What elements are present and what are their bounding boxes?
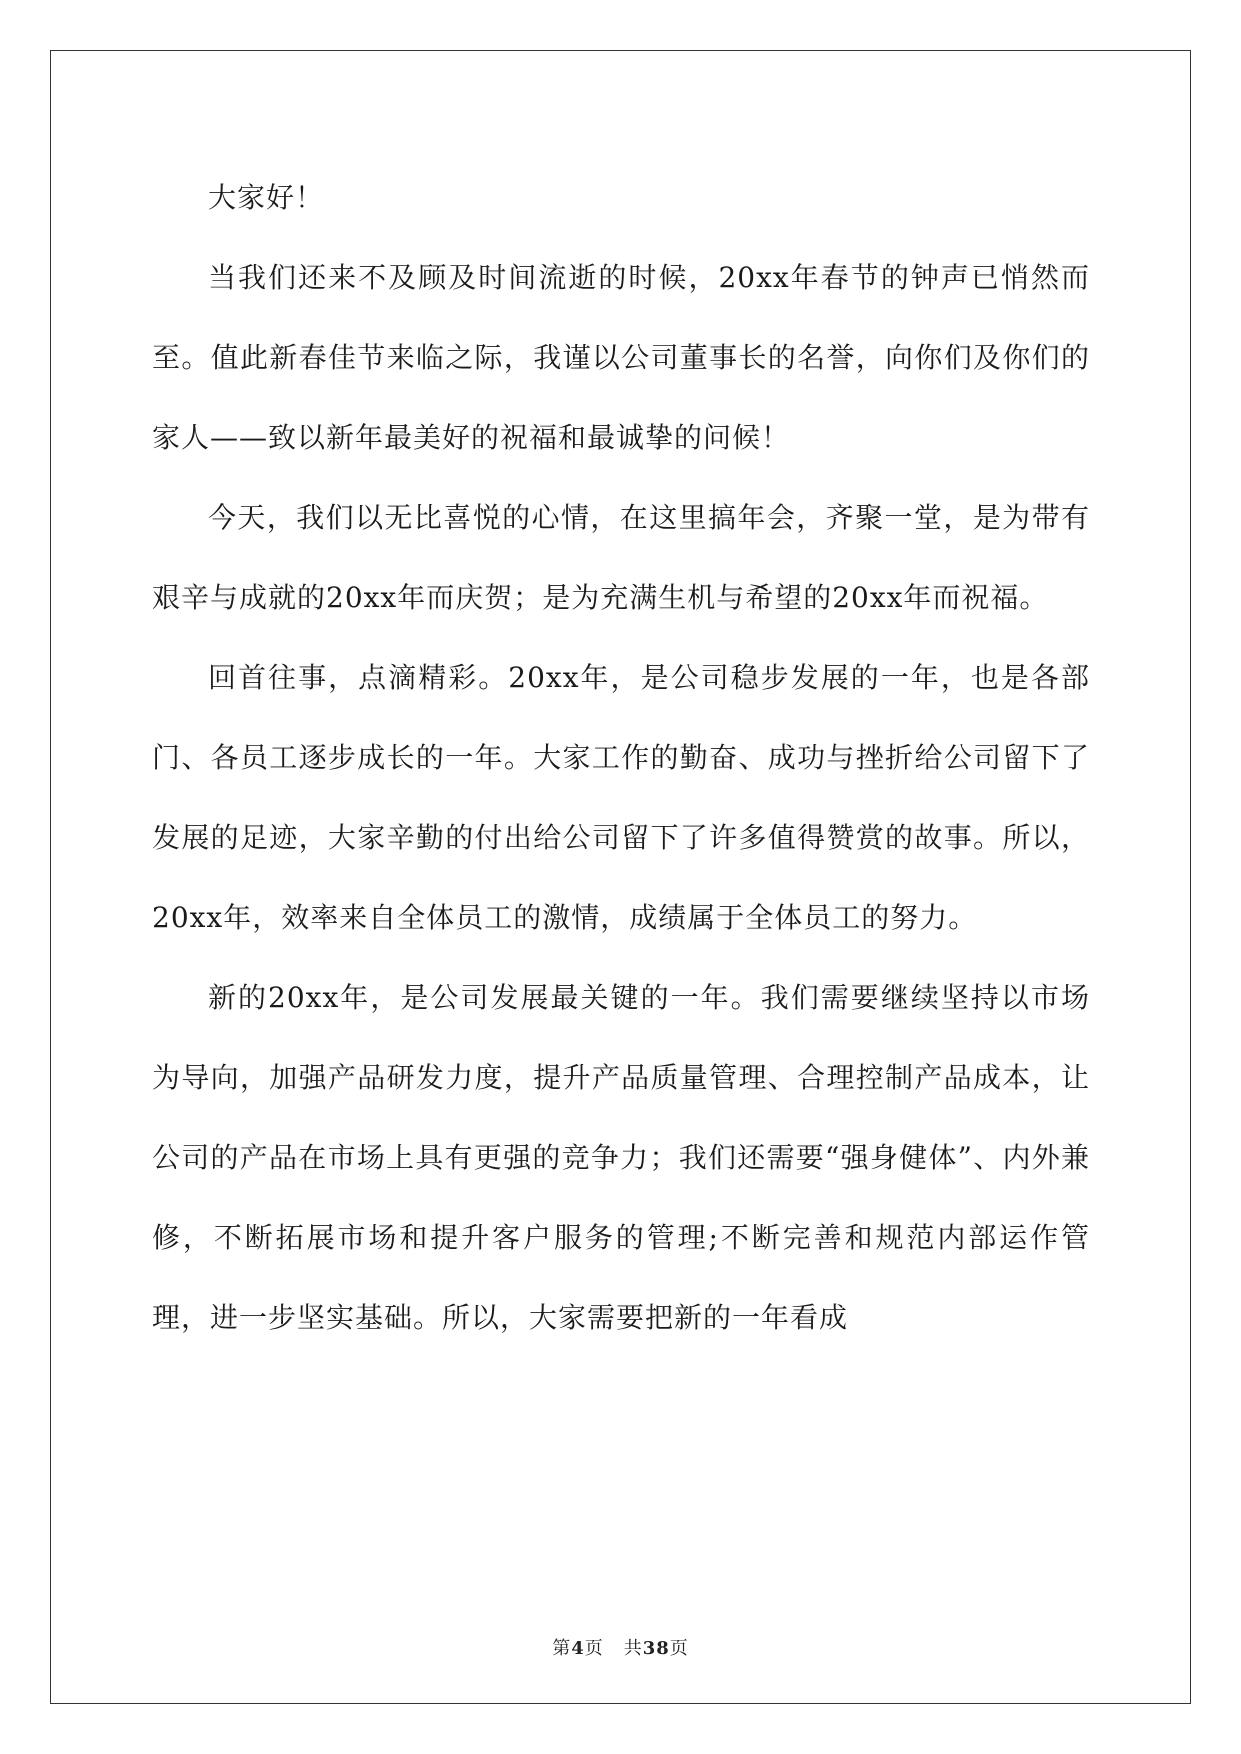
total-pages: 38	[642, 1638, 670, 1659]
page-suffix: 页	[584, 1638, 604, 1659]
paragraph-1: 当我们还来不及顾及时间流逝的时候，20xx年春节的钟声已悄然而至。值此新春佳节来临之际，我谨以公司董事长的名誉，向你们及你们的家人——致以新年最美好的祝福和最诚挚的问候！	[152, 261, 1090, 454]
paragraph-2: 今天，我们以无比喜悦的心情，在这里搞年会，齐聚一堂，是为带有艰辛与成就的20xx年而庆贺；是为充满生机与希望的20xx年而祝福。	[152, 501, 1090, 614]
page-number	[552, 1638, 604, 1659]
current-page: 4	[571, 1638, 585, 1659]
page-total	[624, 1638, 689, 1659]
document-body	[152, 158, 1090, 1358]
greeting: 大家好！	[208, 181, 325, 214]
page-footer	[0, 1634, 1241, 1660]
total-prefix: 共	[623, 1638, 643, 1659]
paragraph-3: 回首往事，点滴精彩。20xx年，是公司稳步发展的一年，也是各部门、各员工逐步成长的一年。大家工作的勤奋、成功与挫折给公司留下了发展的足迹，大家辛勤的付出给公司留下了许多值得赞赏的故事。所以，20xx年，效率来自全体员工的激情，成绩属于全体员工的努力。	[152, 661, 1090, 934]
page-prefix: 第	[552, 1638, 572, 1659]
paragraph-4: 新的20xx年，是公司发展最关键的一年。我们需要继续坚持以市场为导向，加强产品研发力度，提升产品质量管理、合理控制产品成本，让公司的产品在市场上具有更强的竞争力；我们还需要“强身健体”、内外兼修，不断拓展市场和提升客户服务的管理;不断完善和规范内部运作管理，进一步坚实基础。所以，大家需要把新的一年看成	[152, 981, 1090, 1334]
total-suffix: 页	[669, 1638, 689, 1659]
